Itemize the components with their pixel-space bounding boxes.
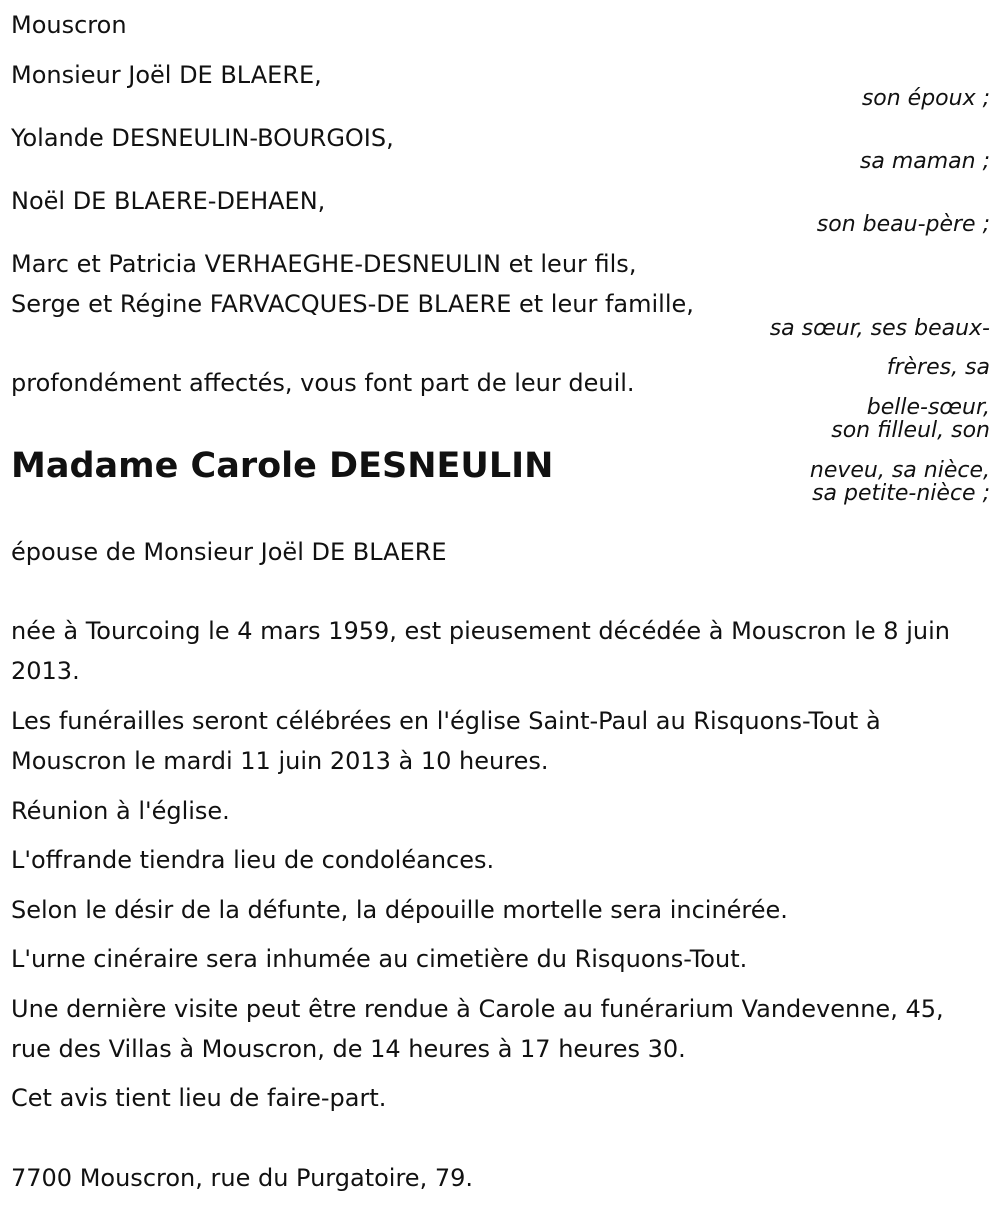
detail-cremation: Selon le désir de la défunte, la dépouille mortelle sera incinérée. (11, 896, 788, 924)
relation-family-line: frères, sa (886, 355, 990, 380)
mourner-spouse: Monsieur Joël DE BLAERE, (11, 61, 322, 89)
deceased-name: Madame Carole DESNEULIN (11, 446, 554, 486)
relation-family-line: sa petite-nièce ; (812, 481, 990, 506)
mourner-sibling-2: Serge et Régine FARVACQUES-DE BLAERE et leur famille, (11, 290, 694, 318)
detail-offering: L'offrande tiendra lieu de condoléances. (11, 846, 495, 874)
relation-family-line: son filleul, son (831, 418, 990, 443)
relation-stepfather: son beau-père ; (816, 212, 990, 237)
relation-mother: sa maman ; (859, 149, 990, 174)
relation-family-line: neveu, sa nièce, (809, 458, 990, 483)
detail-urn: L'urne cinéraire sera inhumée au cimetière du Risquons-Tout. (11, 945, 748, 973)
detail-visit: Une dernière visite peut être rendue à Carole au funérarium Vandevenne, 45, rue des Villas à Mouscron, de 14 heures à 17 heures 30. (11, 995, 944, 1063)
mourner-mother: Yolande DESNEULIN-BOURGOIS, (11, 124, 394, 152)
birth-death: née à Tourcoing le 4 mars 1959, est pieusement décédée à Mouscron le 8 juin 2013. (11, 617, 950, 685)
mourner-stepfather: Noël DE BLAERE-DEHAEN, (11, 187, 326, 215)
detail-funeral: Les funérailles seront célébrées en l'église Saint-Paul au Risquons-Tout à Mouscron le mardi 11 juin 2013 à 10 heures. (11, 707, 881, 775)
mourner-sibling-1: Marc et Patricia VERHAEGHE-DESNEULIN et leur fils, (11, 250, 637, 278)
relation-family-line: belle-sœur, (866, 395, 990, 420)
relation-family-line: sa sœur, ses beaux- (769, 316, 990, 341)
detail-meeting: Réunion à l'église. (11, 797, 230, 825)
spouse-line: épouse de Monsieur Joël DE BLAERE (11, 538, 447, 566)
relation-spouse: son époux ; (861, 86, 990, 111)
address: 7700 Mouscron, rue du Purgatoire, 79. (11, 1164, 473, 1192)
detail-notice: Cet avis tient lieu de faire-part. (11, 1084, 387, 1112)
place: Mouscron (11, 11, 127, 39)
grief-line: profondément affectés, vous font part de leur deuil. (11, 369, 635, 397)
